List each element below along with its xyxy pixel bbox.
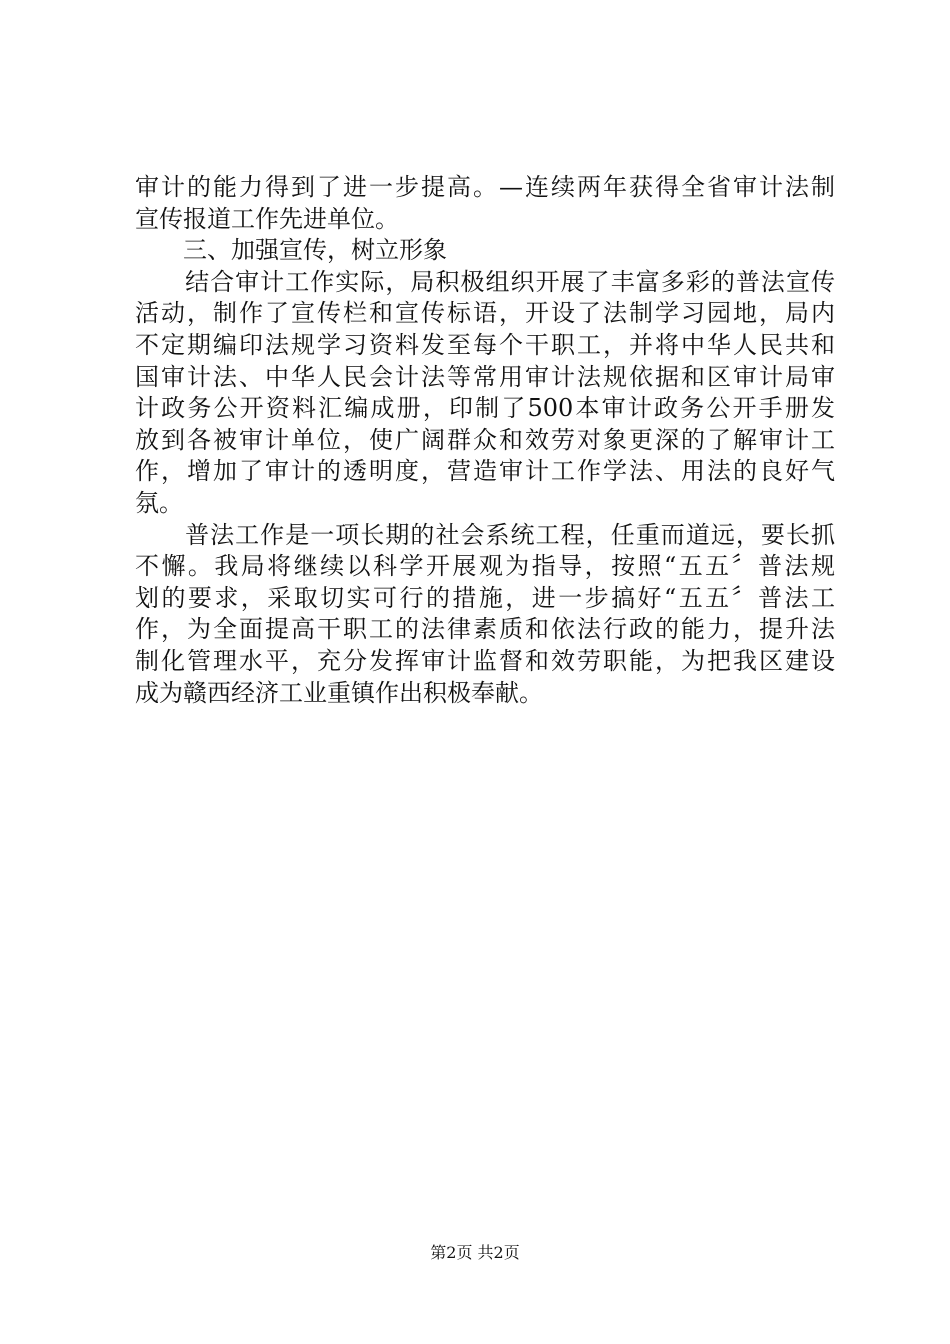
text-line: 放到各被审计单位，使广阔群众和效劳对象更深的了解审计工 (135, 425, 835, 454)
text-line: 不懈。我局将继续以科学开展观为指导，按照“五五〞普法规 (135, 552, 835, 581)
text-line: 结合审计工作实际，局积极组织开展了丰富多彩的普法宣传 (135, 267, 835, 296)
text-line: 作，增加了审计的透明度，营造审计工作学法、用法的良好气 (135, 457, 835, 486)
document-body (135, 172, 835, 709)
text-line: 普法工作是一项长期的社会系统工程，任重而道远，要长抓 (135, 520, 835, 549)
section-heading: 三、加强宣传，树立形象 (135, 236, 447, 265)
text-line: 制化管理水平，充分发挥审计监督和效劳职能，为把我区建设 (135, 646, 835, 675)
text-line: 计政务公开资料汇编成册，印制了500本审计政务公开手册发 (135, 394, 835, 423)
text-line: 划的要求，采取切实可行的措施，进一步搞好“五五〞普法工 (135, 583, 835, 612)
text-line: 作，为全面提高干职工的法律素质和依法行政的能力，提升法 (135, 615, 835, 644)
text-line: 成为赣西经济工业重镇作出积极奉献。 (135, 678, 543, 707)
text-line: 活动，制作了宣传栏和宣传标语，开设了法制学习园地，局内 (135, 299, 835, 328)
text-line: 不定期编印法规学习资料发至每个干职工，并将中华人民共和 (135, 330, 835, 359)
text-line: 氛。 (135, 488, 183, 517)
text-line: 宣传报道工作先进单位。 (135, 204, 399, 233)
page-number-footer: 第2页 共2页 (430, 1243, 520, 1262)
text-line: 审计的能力得到了进一步提高。—连续两年获得全省审计法制 (135, 173, 835, 201)
text-line: 国审计法、中华人民会计法等常用审计法规依据和区审计局审 (135, 362, 835, 391)
